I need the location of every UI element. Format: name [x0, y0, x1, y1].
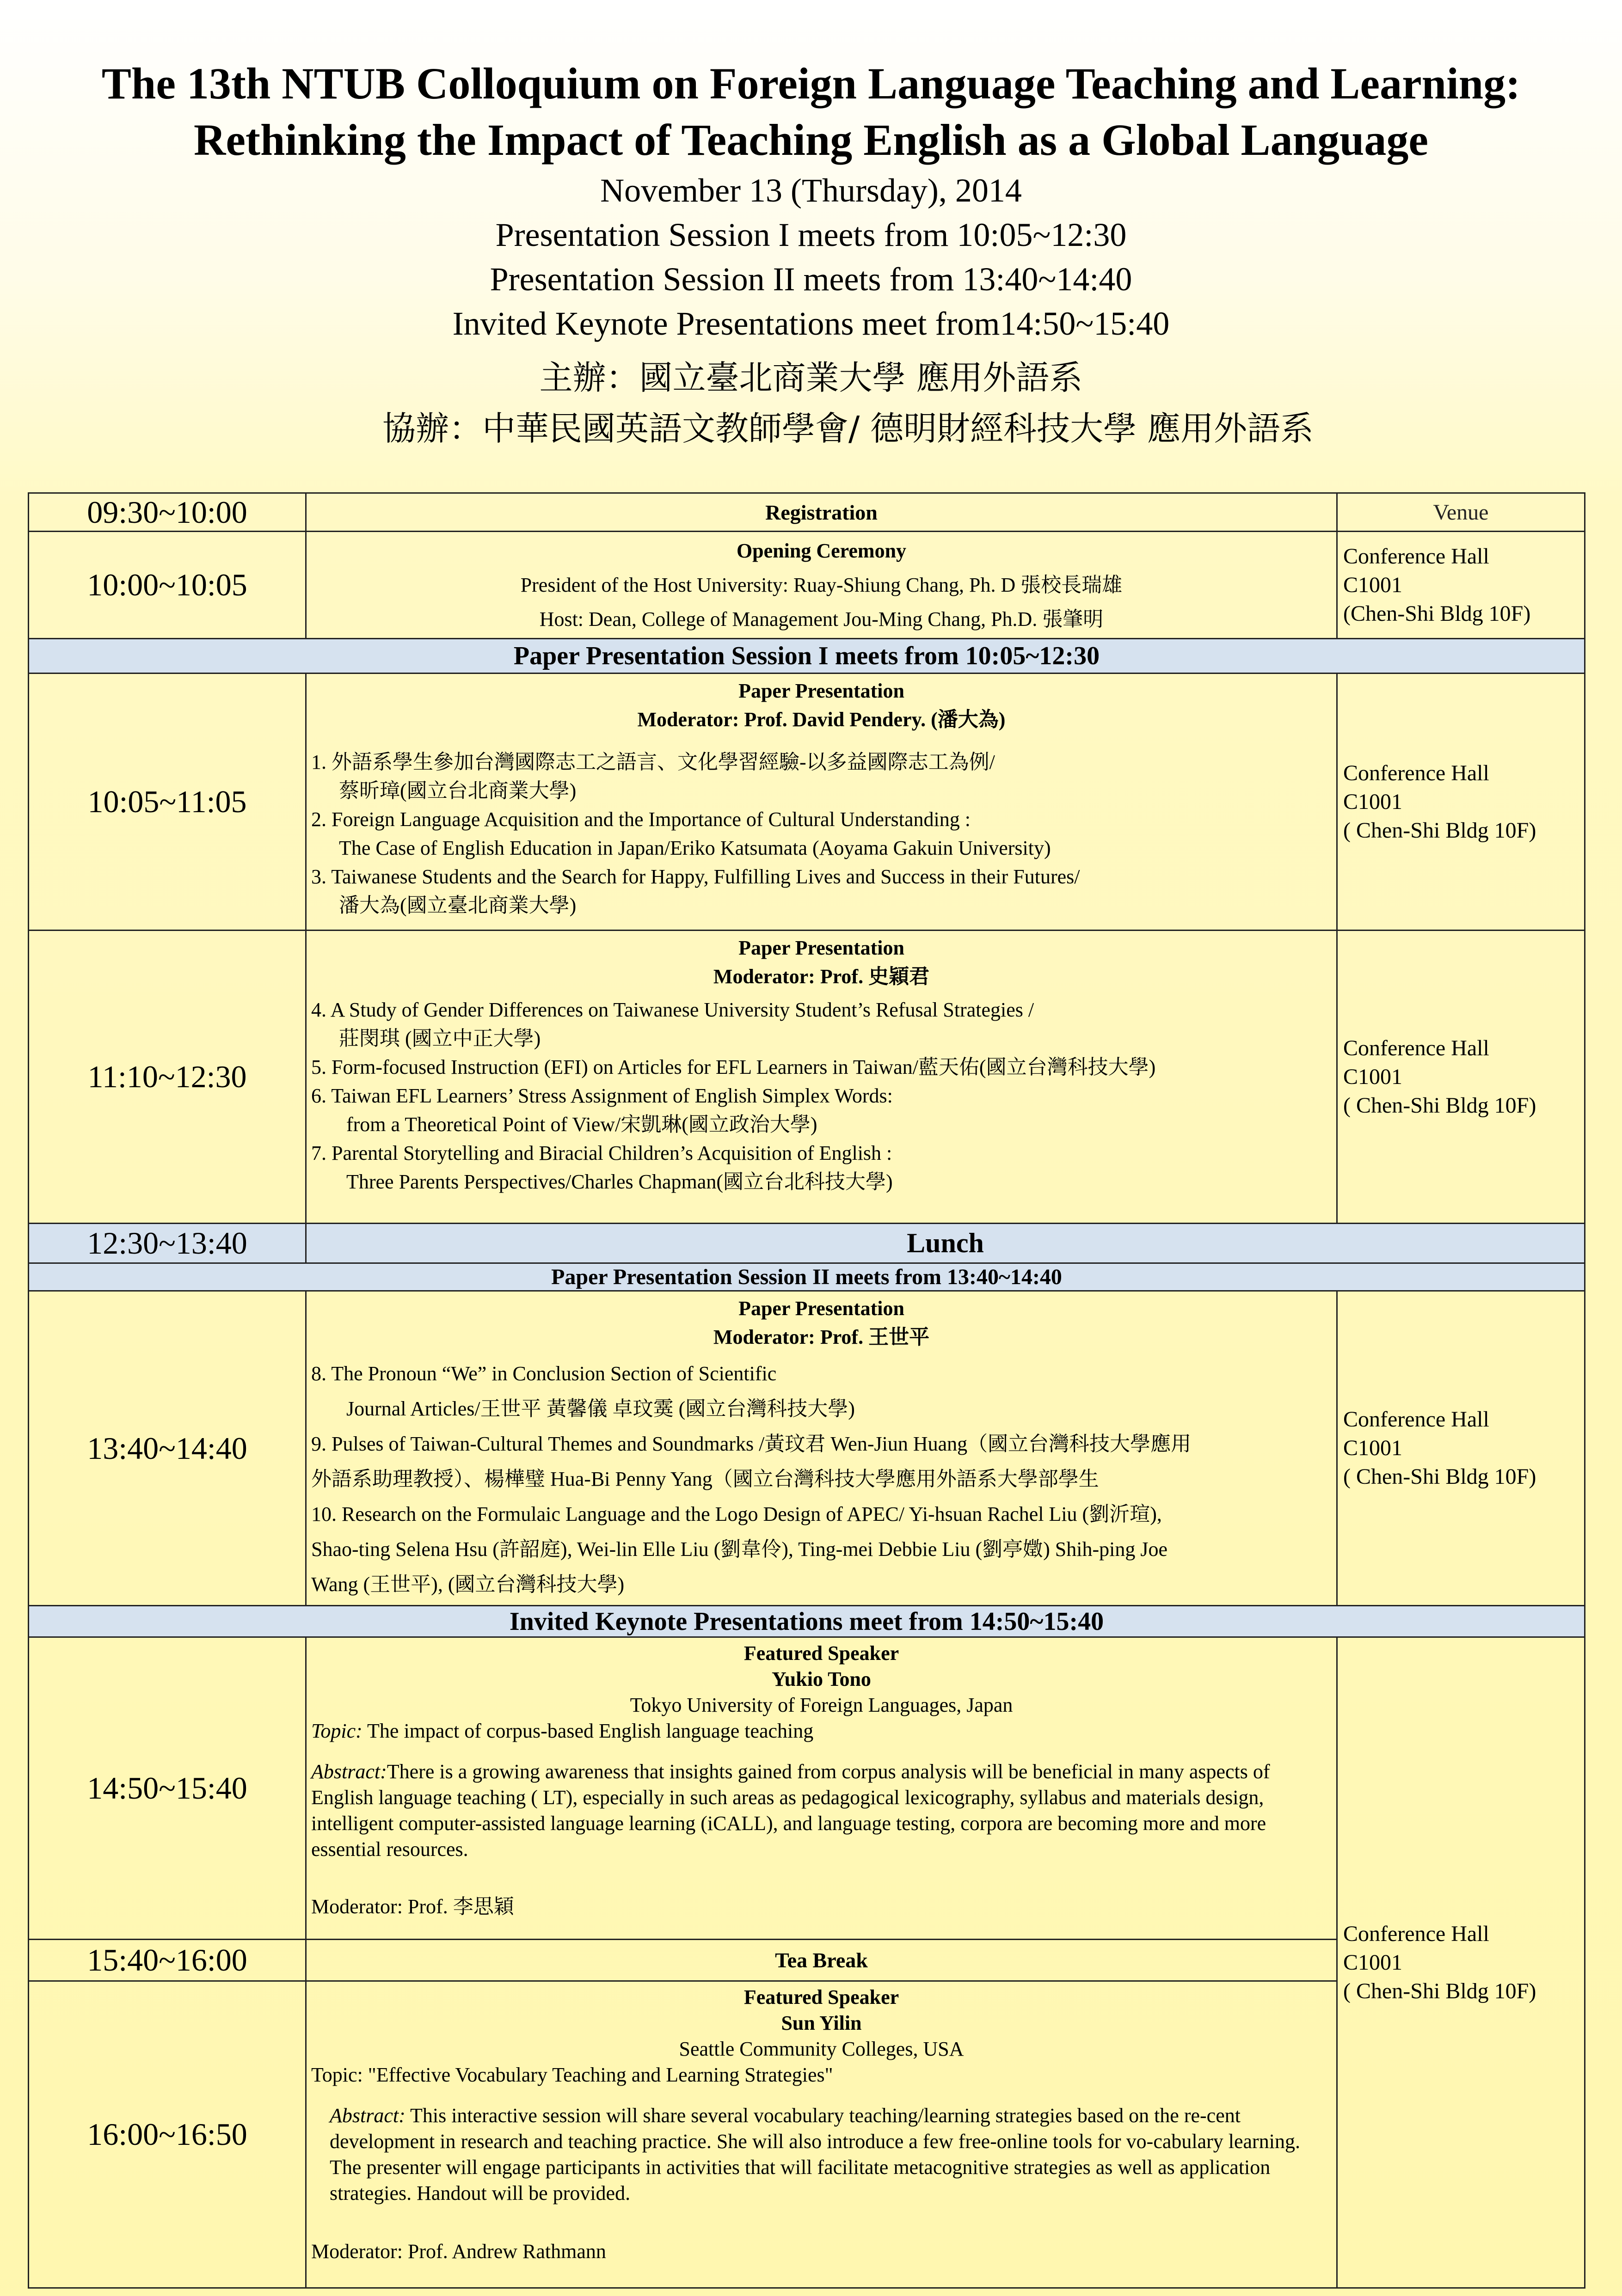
- keynote-cell: [306, 1981, 1337, 2288]
- co-organizer: 協辦：中華民國英語文教師學會/ 德明財經科技大學 應用外語系: [382, 409, 1314, 448]
- list-item: 6. Taiwan EFL Learners’ Stress Assignment of English Simplex Words:: [311, 1084, 893, 1107]
- abstract-text: There is a growing awareness that insights gained from corpus analysis will be beneficial in many aspects of English language teaching ( LT), especially in such areas as pedagogical lexicography, syllabus and materials design, intelligent computer-assisted language learning (iCALL), and language testing, corpora are becoming more and more essential resources.: [311, 1760, 1270, 1861]
- venue-cell: [1337, 931, 1585, 1224]
- venue-line: C1001: [1343, 1064, 1403, 1089]
- table-row: [29, 1637, 1585, 1940]
- list-item: 9. Pulses of Taiwan-Cultural Themes and Soundmarks /黃玟君 Wen-Jiun Huang（國立台灣科技大學應用: [311, 1433, 1192, 1455]
- list-item: 莊閔琪 (國立中正大學): [339, 1027, 541, 1050]
- list-item: Journal Articles/王世平 黃馨儀 卓玟霙 (國立台灣科技大學): [346, 1397, 855, 1420]
- venue-line: Conference Hall: [1343, 1407, 1489, 1432]
- table-row: [29, 532, 1585, 639]
- title-line-2: Rethinking the Impact of Teaching English as a Global Language: [194, 115, 1428, 165]
- table-row: [29, 1224, 1585, 1263]
- opening-line-1: President of the Host University: Ruay-Shiung Chang, Ph. D 張校長瑞雄: [520, 573, 1123, 596]
- time-cell: 10:05~11:05: [29, 673, 306, 931]
- presentation-heading: Paper Presentation: [738, 1297, 904, 1320]
- venue-line: Conference Hall: [1343, 760, 1489, 785]
- moderator: Moderator: Prof. 王世平: [713, 1326, 930, 1348]
- table-row: [29, 493, 1585, 532]
- session2-time: Presentation Session II meets from 13:40~14:40: [490, 261, 1132, 298]
- venue-line: Conference Hall: [1343, 1921, 1489, 1946]
- venue-line: ( Chen-Shi Bldg 10F): [1343, 1978, 1536, 2003]
- venue-cell: [1337, 1291, 1585, 1606]
- presentation-cell: [306, 931, 1337, 1224]
- abstract-text: This interactive session will share several vocabulary teaching/learning strategies based on the re-cent development in research and teaching practice. She will also introduce a few free-online tools for vo-cabulary learning. The presenter will engage participants in activities that will facilitate metacognitive strategies as well as application strategies. Handout will be provided.: [330, 2104, 1300, 2204]
- list-item: 4. A Study of Gender Differences on Taiwanese University Student’s Refusal Strategies /: [311, 998, 1034, 1021]
- session-banner: [29, 639, 1585, 673]
- session1-time: Presentation Session I meets from 10:05~12:30: [495, 216, 1127, 253]
- table-row: [29, 1291, 1585, 1606]
- table-row: [29, 673, 1585, 931]
- time-cell: 14:50~15:40: [29, 1637, 306, 1940]
- session-banner-text: Paper Presentation Session II meets from 13:40~14:40: [29, 1263, 1585, 1291]
- keynote-time: Invited Keynote Presentations meet from14:50~15:40: [452, 305, 1170, 342]
- speaker-affiliation: Seattle Community Colleges, USA: [679, 2038, 964, 2060]
- topic-line: Topic: "Effective Vocabulary Teaching and Learning Strategies": [311, 2063, 833, 2086]
- featured-speaker-label: Featured Speaker: [743, 1642, 899, 1665]
- list-item: 8. The Pronoun “We” in Conclusion Section of Scientific: [311, 1362, 777, 1385]
- opening-line-2: Host: Dean, College of Management Jou-Ming Chang, Ph.D. 張肇明: [539, 607, 1104, 631]
- list-item: 3. Taiwanese Students and the Search for Happy, Fulfilling Lives and Success in their Futures/: [311, 865, 1080, 888]
- session-banner: [29, 1606, 1585, 1637]
- venue-line: Conference Hall: [1343, 1035, 1489, 1060]
- presentation-heading: Paper Presentation: [738, 680, 904, 702]
- topic-line: [311, 1718, 1332, 1744]
- list-item: 5. Form-focused Instruction (EFI) on Articles for EFL Learners in Taiwan/藍天佑(國立台灣科技大學): [311, 1056, 1156, 1078]
- speaker-name: Yukio Tono: [772, 1668, 871, 1690]
- list-item: 1. 外語系學生參加台灣國際志工之語言、文化學習經驗-以多益國際志工為例/: [311, 751, 995, 773]
- venue-line: C1001: [1343, 789, 1403, 814]
- venue-header: Venue: [1337, 493, 1585, 532]
- presentation-cell: [306, 673, 1337, 931]
- list-item: 2. Foreign Language Acquisition and the Importance of Cultural Understanding :: [311, 808, 971, 831]
- list-item: Shao-ting Selena Hsu (許韶庭), Wei-lin Elle Liu (劉韋伶), Ting-mei Debbie Liu (劉亭嬍) Shih-ping Joe: [311, 1538, 1167, 1561]
- venue-line: C1001: [1343, 1950, 1403, 1975]
- time-cell: 16:00~16:50: [29, 1981, 306, 2288]
- moderator: Moderator: Prof. 李思穎: [311, 1895, 514, 1918]
- venue-line: (Chen-Shi Bldg 10F): [1343, 601, 1531, 626]
- time-cell: 09:30~10:00: [29, 493, 306, 532]
- opening-title: Opening Ceremony: [736, 539, 907, 562]
- list-item: 外語系助理教授）、楊樺璧 Hua-Bi Penny Yang（國立台灣科技大學應用外語系大學部學生: [311, 1468, 1099, 1490]
- list-item: 潘大為(國立臺北商業大學): [339, 894, 577, 917]
- list-item: Three Parents Perspectives/Charles Chapman(國立台北科技大學): [346, 1170, 893, 1193]
- venue-line: Conference Hall: [1343, 544, 1489, 569]
- list-item: 蔡昕璋(國立台北商業大學): [339, 779, 577, 802]
- venue-cell: [1337, 532, 1585, 639]
- tea-break-label: Tea Break: [306, 1940, 1337, 1981]
- abstract-label: Abstract:: [311, 1760, 387, 1783]
- abstract: [311, 1759, 1332, 1862]
- time-cell: 12:30~13:40: [29, 1224, 306, 1263]
- presentation-cell: [306, 1291, 1337, 1606]
- organizer: 主辦：國立臺北商業大學 應用外語系: [539, 358, 1083, 397]
- time-cell: 10:00~10:05: [29, 532, 306, 639]
- list-item: 10. Research on the Formulaic Language and the Logo Design of APEC/ Yi-hsuan Rachel Liu (劉沂瑄),: [311, 1503, 1162, 1525]
- list-item: The Case of English Education in Japan/Eriko Katsumata (Aoyama Gakuin University): [339, 837, 1051, 859]
- moderator: Moderator: Prof. David Pendery. (潘大為): [637, 708, 1006, 731]
- speaker-affiliation: Tokyo University of Foreign Languages, Japan: [630, 1694, 1013, 1716]
- moderator: Moderator: Prof. 史穎君: [713, 965, 930, 988]
- venue-line: C1001: [1343, 572, 1403, 597]
- header: [0, 55, 1622, 454]
- featured-speaker-label: Featured Speaker: [743, 1986, 899, 2008]
- abstract-label: Abstract:: [330, 2104, 406, 2127]
- speaker-name: Sun Yilin: [781, 2012, 862, 2034]
- presentation-heading: Paper Presentation: [738, 937, 904, 959]
- venue-line: ( Chen-Shi Bldg 10F): [1343, 1464, 1536, 1489]
- venue-cell: [1337, 1637, 1585, 2288]
- venue-cell: [1337, 673, 1585, 931]
- time-cell: 13:40~14:40: [29, 1291, 306, 1606]
- session-banner: [29, 1263, 1585, 1291]
- title-line-1: The 13th NTUB Colloquium on Foreign Language Teaching and Learning:: [101, 59, 1521, 108]
- opening-cell: [306, 532, 1337, 639]
- keynote-cell: [306, 1637, 1337, 1940]
- event-date: November 13 (Thursday), 2014: [600, 172, 1022, 209]
- venue-line: C1001: [1343, 1436, 1403, 1460]
- session-banner-text: Paper Presentation Session I meets from 10:05~12:30: [29, 639, 1585, 673]
- venue-line: ( Chen-Shi Bldg 10F): [1343, 818, 1536, 843]
- list-item: Wang (王世平), (國立台灣科技大學): [311, 1573, 625, 1596]
- abstract: [311, 2103, 1332, 2206]
- time-cell: 11:10~12:30: [29, 931, 306, 1224]
- lunch-label: Lunch: [306, 1224, 1585, 1263]
- topic-label: Topic:: [311, 1720, 362, 1742]
- time-cell: 15:40~16:00: [29, 1940, 306, 1981]
- list-item: from a Theoretical Point of View/宋凱琳(國立政治大學): [346, 1113, 817, 1136]
- list-item: 7. Parental Storytelling and Biracial Children’s Acquisition of English :: [311, 1142, 892, 1164]
- moderator: Moderator: Prof. Andrew Rathmann: [311, 2240, 606, 2263]
- venue-line: ( Chen-Shi Bldg 10F): [1343, 1093, 1536, 1118]
- registration-label: Registration: [306, 493, 1337, 532]
- schedule-table: [28, 492, 1585, 2289]
- topic-text: The impact of corpus-based English language teaching: [362, 1720, 814, 1742]
- session-banner-text: Invited Keynote Presentations meet from 14:50~15:40: [29, 1606, 1585, 1637]
- table-row: [29, 931, 1585, 1224]
